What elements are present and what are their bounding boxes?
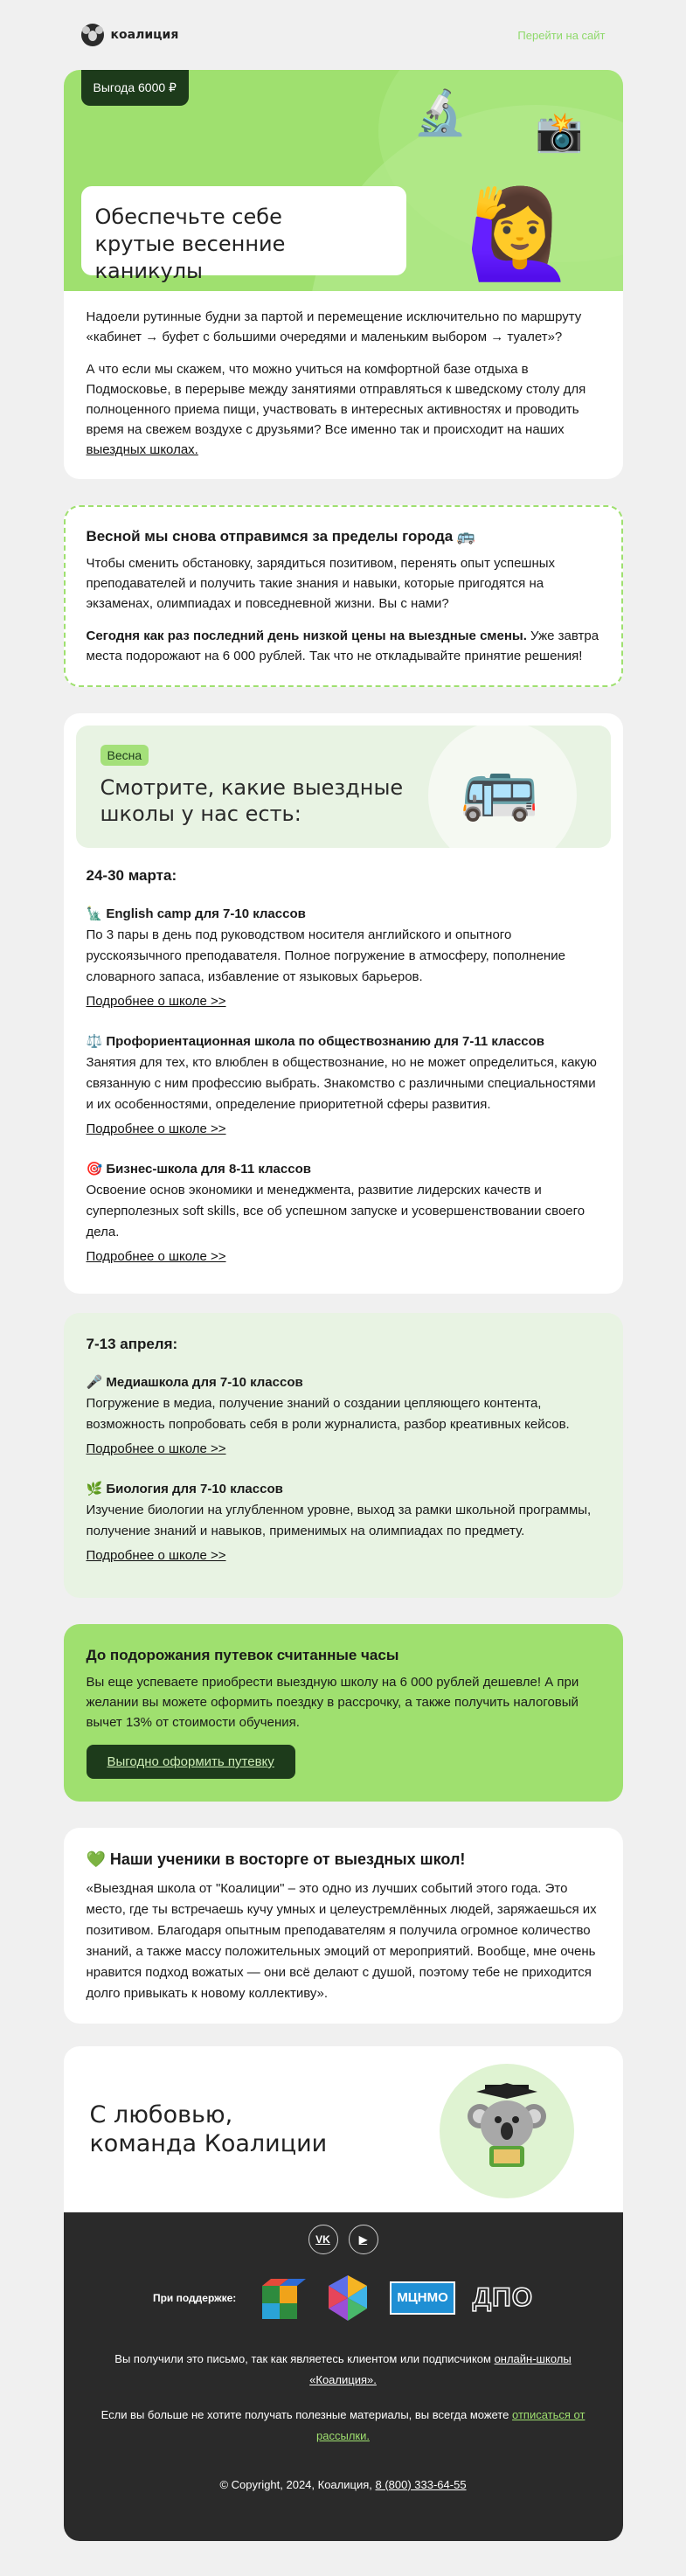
school-desc: Погружение в медиа, получение знаний о создании цепляющего контента, возможность попробовать себя в роли журналиста, разбор креативных кейсов. xyxy=(86,1396,570,1432)
support-label: При поддержке: xyxy=(152,2292,237,2304)
social-links xyxy=(90,2225,597,2254)
review-block xyxy=(64,1828,623,2024)
hero-title-line: крутые весенние каникулы xyxy=(94,232,286,283)
camera-icon: 📸 xyxy=(535,111,584,154)
notice-block xyxy=(64,505,623,687)
signature-line: С любовью, xyxy=(89,2101,233,2128)
intro-text-span: А что если мы скажем, что можно учиться на комфортной базе отдыха в Подмосковье, в перерыве между занятиями отправляться к шведскому столу для полноценного приема пищи, участвовать в интересных активностях и проводить время на свежем воздухе с друзьями? Все именно так и происходит на наших xyxy=(86,362,586,437)
school-desc: Изучение биологии на углубленном уровне, выход за рамки школьной программы, получение знаний и навыков, применимых на олимпиадах по предмету. xyxy=(86,1503,592,1538)
copyright-text: © Copyright, 2024, Коалиция, xyxy=(219,2478,376,2491)
season-badge: Весна xyxy=(100,745,149,766)
herb-icon: 🌿 xyxy=(86,1482,103,1496)
hero-title xyxy=(81,186,406,283)
school-desc: По 3 пары в день под руководством носителя английского и опытного русскоязычного преподавателя. Полное погружение в атмосферу, пополнение словарного запаса, избавление от языковых барьеров. xyxy=(86,927,565,984)
school-item xyxy=(87,1372,600,1460)
microphone-icon: 🎤 xyxy=(86,1375,103,1390)
school-title-text: Биология для 7-10 классов xyxy=(106,1482,283,1496)
cube-partner-logo xyxy=(257,2274,306,2323)
footer-unsubscribe xyxy=(90,2405,597,2447)
buy-trip-button[interactable]: Выгодно оформить путевку xyxy=(87,1745,295,1779)
footer-reason xyxy=(90,2349,597,2391)
hero-title-line: Обеспечьте себе xyxy=(94,205,282,229)
april-block xyxy=(64,1313,623,1598)
hero-card xyxy=(64,70,623,479)
koala-logo-icon xyxy=(81,24,104,46)
footer-text: Вы получили это письмо, так как являетесь клиентом или подписчиком xyxy=(114,2352,495,2365)
signature-text xyxy=(90,2100,328,2158)
scales-icon: ⚖️ xyxy=(86,1034,103,1049)
phone-link[interactable]: 8 (800) 333-64-55 xyxy=(375,2478,467,2491)
school-link[interactable]: онлайн-школы «Коалиция». xyxy=(309,2352,572,2386)
hero-banner xyxy=(64,70,623,291)
school-desc: Освоение основ экономики и менеджмента, развитие лидерских качеств и суперполезных soft skills, все об успешном запуске и усовершенствовании своего дела. xyxy=(86,1183,586,1239)
signature-block xyxy=(64,2046,623,2212)
intro-paragraph: Надоели рутинные будни за партой и перемещение исключительно по маршруту «кабинет → буфет с большими очередями и маленьким выбором → туалет»? xyxy=(86,309,582,344)
schools-title: Смотрите, какие выездные школы у нас есть: xyxy=(100,775,404,826)
school-more-link[interactable]: Подробнее о школе >> xyxy=(86,1548,226,1563)
school-title-text: Бизнес-школа для 8-11 классов xyxy=(106,1162,311,1177)
notice-paragraph xyxy=(87,626,600,666)
school-item xyxy=(87,1479,600,1566)
bottom-spacer xyxy=(64,2541,623,2576)
dpo-logo: ДПО xyxy=(472,2283,534,2312)
waving-girl-icon: 🙋‍♀️ xyxy=(465,185,575,283)
school-item xyxy=(87,1159,600,1267)
notice-bold: Сегодня как раз последний день низкой цены на выездные смены. xyxy=(86,628,527,643)
school-more-link[interactable]: Подробнее о школе >> xyxy=(86,1249,226,1264)
gem-partner-logo xyxy=(323,2274,372,2323)
schools-section xyxy=(64,713,623,1294)
copyright xyxy=(90,2475,597,2496)
partners-row xyxy=(90,2274,597,2323)
promo-title: До подорожания путевок считанные часы xyxy=(86,1647,399,1663)
discount-badge: Выгода 6000 ₽ xyxy=(81,70,189,106)
review-text: «Выездная школа от "Коалиции" – это одно из лучших событий этого года. Это место, где ты встречаешь кучу умных и целеустремлённых людей, заряжаешься их позитивом. Благодаря опытным преподавателям я получила огромное количество знаний, а также массу положительных эмоций от мероприятий. Вообще, мне очень нравится подход вожатых — они всё делают с душой, поэтому тебе не приходится долго привыкать к новому коллективу». xyxy=(86,1881,597,2001)
school-title-text: English camp для 7-10 классов xyxy=(106,906,306,921)
header xyxy=(64,0,623,70)
school-title xyxy=(87,1479,600,1500)
intro-paragraph xyxy=(87,359,600,460)
school-title xyxy=(87,904,600,925)
notice-text: Уже завтра места подорожают на 6 000 рублей. Так что не откладывайте принятие решения! xyxy=(86,628,599,663)
school-title xyxy=(87,1159,600,1180)
footer-text: Если вы больше не хотите получать полезные материалы, вы всегда можете xyxy=(100,2408,512,2421)
microscope-icon: 🔬 xyxy=(412,88,468,137)
brand-name: коалиция xyxy=(110,28,179,42)
march-block xyxy=(76,867,611,1267)
review-title: 💚 Наши ученики в восторге от выездных школ! xyxy=(86,1850,466,1868)
school-more-link[interactable]: Подробнее о школе >> xyxy=(86,1441,226,1456)
koala-mascot-icon xyxy=(468,2083,546,2170)
unsubscribe-link[interactable]: отписаться от рассылки. xyxy=(316,2408,586,2442)
school-title-text: Медиашкола для 7-10 классов xyxy=(106,1375,303,1390)
mcnmo-logo: МЦНМО xyxy=(390,2281,454,2315)
notice-title: Весной мы снова отправимся за пределы города 🚌 xyxy=(86,528,476,545)
signature-line: команда Коалиции xyxy=(89,2130,328,2157)
school-title-text: Профориентационная школа по обществознанию для 7-11 классов xyxy=(106,1034,545,1049)
school-title xyxy=(87,1031,600,1052)
date-heading: 24-30 марта: xyxy=(86,867,177,884)
school-more-link[interactable]: Подробнее о школе >> xyxy=(86,1121,226,1136)
date-heading: 7-13 апреля: xyxy=(86,1336,178,1352)
brand-logo[interactable] xyxy=(81,24,179,46)
school-more-link[interactable]: Подробнее о школе >> xyxy=(86,994,226,1009)
youtube-icon[interactable]: ▶ xyxy=(349,2225,378,2254)
schools-header xyxy=(76,726,611,848)
vk-icon[interactable]: VK xyxy=(308,2225,338,2254)
schools-link[interactable]: выездных школах. xyxy=(86,442,198,457)
footer xyxy=(64,2212,623,2541)
promo-text: Вы еще успеваете приобрести выездную школу на 6 000 рублей дешевле! А при желании вы можете оформить поездку в рассрочку, а также получить налоговый вычет 13% от стоимости обучения. xyxy=(86,1675,579,1730)
target-icon: 🎯 xyxy=(86,1162,103,1177)
intro-text xyxy=(64,291,623,479)
school-item xyxy=(87,904,600,1012)
school-title xyxy=(87,1372,600,1393)
school-item xyxy=(87,1031,600,1140)
promo-block xyxy=(64,1624,623,1802)
notice-paragraph: Чтобы сменить обстановку, зарядиться позитивом, перенять опыт успешных преподавателей и получить такие знания и навыки, которые пригодятся на экзаменах, олимпиадах и повседневной жизни. Вы с нами? xyxy=(86,556,556,611)
school-bus-icon: 🚌 xyxy=(460,753,539,823)
email-container xyxy=(64,0,623,2576)
site-link[interactable]: Перейти на сайт xyxy=(517,28,606,42)
statue-icon: 🗽 xyxy=(86,906,103,921)
school-desc: Занятия для тех, кто влюблен в обществознание, но не может определиться, какую связанную с ним профессию выбрать. Знакомство с различными специальностями и их особенностями, определение приоритетной сферы развития. xyxy=(86,1055,597,1112)
